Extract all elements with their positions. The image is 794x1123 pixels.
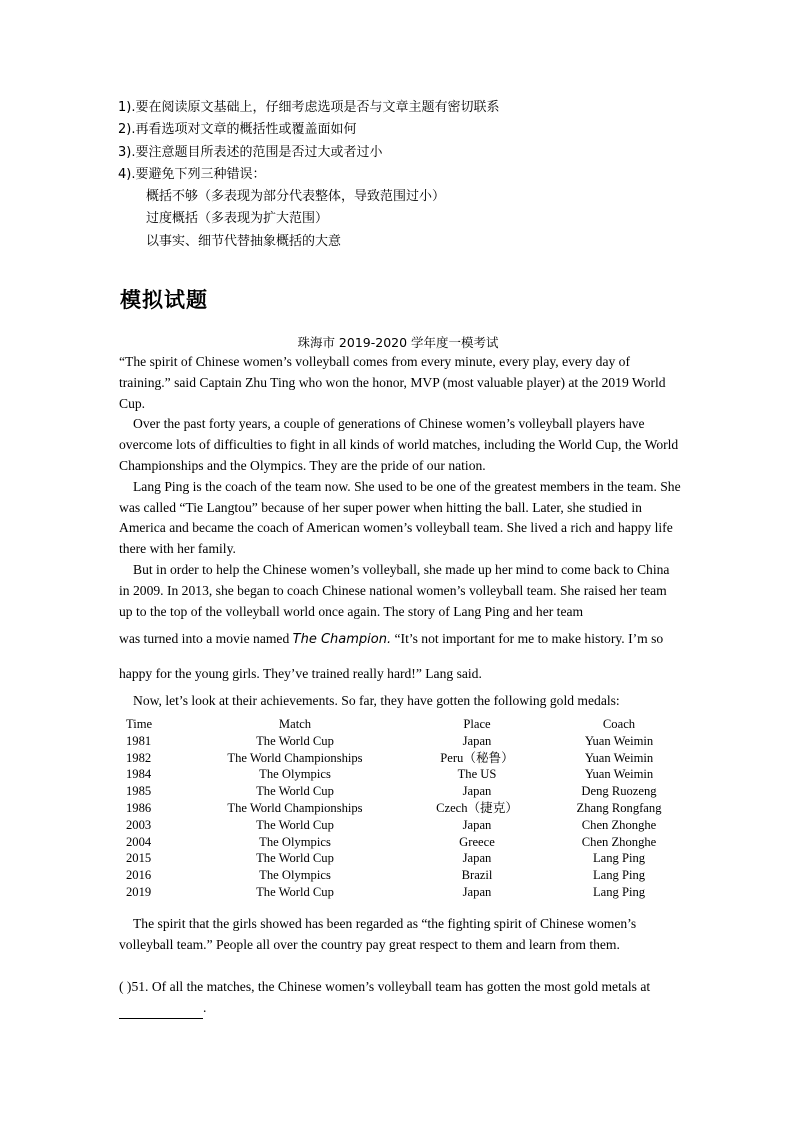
- table-row: [118, 783, 690, 800]
- cell-match: The Olympics: [259, 834, 331, 849]
- gold-medals-table: [118, 716, 690, 901]
- cell-time: 2004: [126, 834, 152, 849]
- cell-coach: Yuan Weimin: [584, 767, 654, 782]
- cell-time: 1986: [126, 800, 152, 815]
- table-header-row: [118, 716, 690, 733]
- passage-text: “It’s not important for me to make history. I’m so happy for the young girls. They’ve trained really hard!” Lang said.: [119, 631, 664, 682]
- section-title: 模拟试题: [120, 288, 208, 312]
- cell-match: The Olympics: [259, 868, 331, 883]
- cell-coach: Chen Zhonghe: [581, 834, 657, 849]
- cell-coach: Deng Ruozeng: [581, 784, 657, 799]
- tip-subitem: 概括不够（多表现为部分代表整体，导致范围过小）: [146, 189, 446, 205]
- answer-blank-line: [119, 998, 681, 1019]
- cell-place: Greece: [459, 834, 495, 849]
- cell-time: 1985: [126, 784, 152, 799]
- cell-coach: Yuan Weimin: [584, 733, 654, 748]
- table-row: [118, 733, 690, 750]
- cell-place: Czech（捷克）: [436, 800, 518, 815]
- question-end: .: [203, 999, 207, 1015]
- cell-time: 2016: [126, 868, 152, 883]
- cell-match: The World Cup: [256, 784, 334, 799]
- cell-time: 1984: [126, 767, 152, 782]
- column-header-match: Match: [278, 717, 312, 731]
- passage-paragraph: The spirit that the girls showed has been regarded as “the fighting spirit of Chinese women’s volleyball team.” People all over the country pay great respect to them and learn from them.: [119, 916, 637, 952]
- tip-subitem: 过度概括（多表现为扩大范围）: [146, 211, 329, 227]
- tip-item: 2).再看选项对文章的概括性或覆盖面如何: [118, 122, 357, 138]
- tip-item: 4).要避免下列三种错误：: [118, 166, 266, 182]
- cell-match: The Olympics: [259, 767, 331, 782]
- passage-paragraph: Lang Ping is the coach of the team now. She used to be one of the greatest members in the team. She was called “Tie Langtou” because of her super power when hitting the ball. Later, she studied in America and became the coach of American women’s volleyball team. She lived a rich and happy life there with her family.: [119, 478, 681, 557]
- cell-place: Japan: [462, 733, 492, 748]
- cell-coach: Lang Ping: [592, 884, 646, 899]
- cell-coach: Yuan Weimin: [584, 750, 654, 765]
- cell-match: The World Cup: [256, 851, 334, 866]
- passage-paragraph: “The spirit of Chinese women’s volleyball comes from every minute, every play, every day of training.” said Captain Zhu Ting who won the honor, MVP (most valuable player) at the 2019 World Cup.: [119, 354, 666, 411]
- cell-place: The US: [457, 767, 497, 782]
- column-header-place: Place: [463, 717, 491, 731]
- cell-place: Japan: [462, 817, 492, 832]
- cell-coach: Lang Ping: [592, 851, 646, 866]
- question-51: [119, 977, 681, 1019]
- cell-coach: Zhang Rongfang: [576, 800, 662, 815]
- question-text: ( )51. Of all the matches, the Chinese women’s volleyball team has gotten the most gold metals at: [119, 979, 651, 994]
- cell-coach: Chen Zhonghe: [581, 817, 657, 832]
- cell-time: 2015: [126, 851, 152, 866]
- column-header-coach: Coach: [602, 717, 636, 731]
- cell-time: 2019: [126, 884, 152, 899]
- cell-match: The World Championships: [227, 800, 363, 815]
- cell-place: Peru（秘鲁）: [440, 750, 514, 765]
- cell-match: The World Cup: [256, 817, 334, 832]
- table-row: [118, 834, 690, 851]
- cell-place: Brazil: [461, 868, 493, 883]
- passage-paragraph: [119, 622, 681, 691]
- movie-title: The Champion.: [292, 632, 392, 648]
- cell-time: 1982: [126, 750, 152, 765]
- tips-list: [118, 97, 718, 253]
- column-header-time: Time: [126, 717, 153, 731]
- table-row: [118, 867, 690, 884]
- passage-paragraph: Now, let’s look at their achievements. So far, they have gotten the following gold medals:: [133, 693, 620, 709]
- cell-place: Japan: [462, 851, 492, 866]
- table-row: [118, 884, 690, 901]
- cell-time: 2003: [126, 817, 152, 832]
- tip-item: 1).要在阅读原文基础上，仔细考虑选项是否与文章主题有密切联系: [118, 100, 500, 115]
- passage-paragraph: Over the past forty years, a couple of generations of Chinese women’s volleyball players have overcome lots of difficulties to fight in all kinds of world matches, including the World Cup, the World Championships and the Olympics. They are the pride of our nation.: [119, 416, 679, 473]
- table-row: [118, 750, 690, 767]
- tip-subitem: 以事实、细节代替抽象概括的大意: [146, 233, 342, 249]
- reading-passage: [119, 352, 681, 712]
- closing-paragraph: [119, 914, 681, 956]
- answer-blank: [119, 1004, 203, 1019]
- passage-text: was turned into a movie named: [119, 631, 293, 647]
- cell-coach: Lang Ping: [592, 868, 646, 883]
- cell-place: Japan: [462, 884, 492, 899]
- table-row: [118, 800, 690, 817]
- cell-match: The World Cup: [256, 733, 334, 748]
- table-row: [118, 817, 690, 834]
- passage-paragraph: But in order to help the Chinese women’s volleyball, she made up her mind to come back to China in 2009. In 2013, she began to coach Chinese national women’s volleyball team. She raised her team up to the top of the volleyball world once again. The story of Lang Ping and her team: [119, 561, 670, 619]
- cell-time: 1981: [126, 733, 152, 748]
- table-row: [118, 850, 690, 867]
- cell-match: The World Championships: [227, 750, 363, 765]
- exam-title: 珠海市 2019-2020 学年度一模考试: [297, 335, 499, 350]
- tip-item: 3).要注意题目所表述的范围是否过大或者过小: [118, 144, 383, 160]
- table-row: [118, 766, 690, 783]
- cell-match: The World Cup: [256, 884, 334, 899]
- cell-place: Japan: [462, 784, 492, 799]
